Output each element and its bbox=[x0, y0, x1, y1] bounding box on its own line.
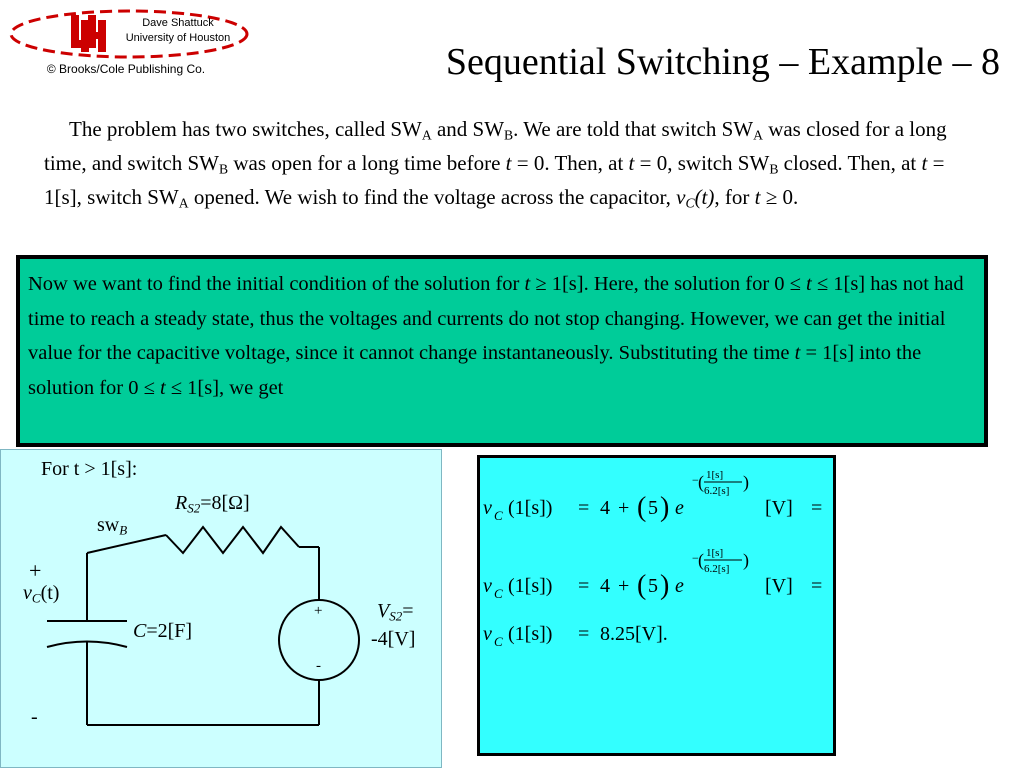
svg-text:+: + bbox=[618, 497, 630, 519]
cap-plus-sign: + bbox=[29, 558, 42, 583]
source-minus-sign: - bbox=[316, 658, 321, 674]
svg-text:4: 4 bbox=[600, 575, 610, 597]
equation-line-1 bbox=[483, 469, 822, 523]
svg-text:(1[s]): (1[s]) bbox=[508, 575, 553, 597]
capacitor-label: C=2[F] bbox=[133, 620, 193, 642]
svg-text:=: = bbox=[578, 623, 590, 645]
equations bbox=[480, 458, 833, 753]
capacitor-voltage-label: $v_C(t)$ bbox=[23, 582, 60, 606]
equation-box bbox=[477, 455, 836, 756]
switch-label: $sw_B$ bbox=[97, 514, 128, 538]
svg-text:[V]: [V] bbox=[765, 497, 793, 519]
equation-line-2 bbox=[483, 547, 822, 601]
publisher-credit: © Brooks/Cole Publishing Co. bbox=[46, 62, 206, 76]
author-name: Dave Shattuck bbox=[142, 17, 214, 29]
svg-text:(: ( bbox=[637, 492, 647, 523]
uh-logo-icon bbox=[68, 12, 108, 54]
svg-text:(1[s]): (1[s]) bbox=[508, 623, 553, 645]
source-plus-sign: + bbox=[314, 603, 323, 619]
intro-paragraph: The problem has two switches, called $SW_A$ and $SW_B$. We are told that switch $SW_A$ was closed for a long time, and switch $SW_B$ was open for a long time before t = 0. Then, at t = 0, switch $SW_B$ closed. Then, at t = 1[s], switch $SW_A$ opened. We wish to find the voltage across the capacitor, $v_C(t)$, for t ≥ 0. bbox=[44, 117, 947, 211]
svg-text:): ) bbox=[660, 570, 670, 601]
svg-text:=: = bbox=[811, 497, 823, 519]
initial-condition-callout: Now we want to find the initial condition of the solution for t ≥ 1[s]. Here, the solution for 0 ≤ t ≤ 1[s] has not had time to reach a steady state, thus the voltages and currents do not stop changing. However, we can get the initial value for the capacitive voltage, since it cannot change instantaneously. Substituting the time t = 1[s] into the solution for 0 ≤ t ≤ 1[s], we get bbox=[16, 255, 988, 447]
svg-text:v: v bbox=[483, 497, 492, 519]
svg-text:): ) bbox=[660, 492, 670, 523]
svg-text:): ) bbox=[743, 472, 749, 492]
resistor-label: $R_{S2}=8[\Omega]$ bbox=[175, 492, 250, 516]
svg-text:e: e bbox=[675, 575, 684, 597]
svg-text:(1[s]): (1[s]) bbox=[508, 497, 553, 519]
svg-text:4: 4 bbox=[600, 497, 610, 519]
svg-text:−: − bbox=[692, 551, 699, 565]
svg-text:(: ( bbox=[637, 570, 647, 601]
svg-text:1[s]: 1[s] bbox=[706, 469, 724, 481]
svg-text:v: v bbox=[483, 575, 492, 597]
circuit-panel bbox=[0, 449, 442, 768]
svg-text:6.2[s]: 6.2[s] bbox=[704, 563, 730, 575]
author-credit bbox=[108, 16, 248, 46]
svg-text:v: v bbox=[483, 623, 492, 645]
svg-text:C: C bbox=[494, 634, 503, 649]
svg-text:[V]: [V] bbox=[765, 575, 793, 597]
svg-text:5: 5 bbox=[648, 575, 658, 597]
svg-text:=: = bbox=[578, 497, 590, 519]
svg-text:(: ( bbox=[698, 472, 704, 492]
source-label: $V_{S2}=$ bbox=[377, 600, 414, 624]
svg-text:e: e bbox=[675, 497, 684, 519]
svg-text:+: + bbox=[618, 575, 630, 597]
author-affiliation: University of Houston bbox=[125, 32, 231, 44]
svg-text:−: − bbox=[692, 473, 699, 487]
svg-text:C: C bbox=[494, 508, 503, 523]
equation-line-3 bbox=[483, 623, 668, 649]
svg-text:6.2[s]: 6.2[s] bbox=[704, 485, 730, 497]
slide-title: Sequential Switching – Example – 8 bbox=[445, 41, 1000, 83]
cap-minus-sign: - bbox=[31, 706, 38, 728]
svg-text:5: 5 bbox=[648, 497, 658, 519]
svg-text:=: = bbox=[811, 575, 823, 597]
svg-text:=: = bbox=[578, 575, 590, 597]
svg-text:8.25[V].: 8.25[V]. bbox=[600, 623, 668, 645]
svg-text:(: ( bbox=[698, 550, 704, 570]
circuit-heading: For t > 1[s]: bbox=[41, 458, 138, 480]
source-value: -4[V] bbox=[371, 628, 416, 650]
svg-text:1[s]: 1[s] bbox=[706, 547, 724, 559]
svg-text:C: C bbox=[494, 586, 503, 601]
svg-text:): ) bbox=[743, 550, 749, 570]
